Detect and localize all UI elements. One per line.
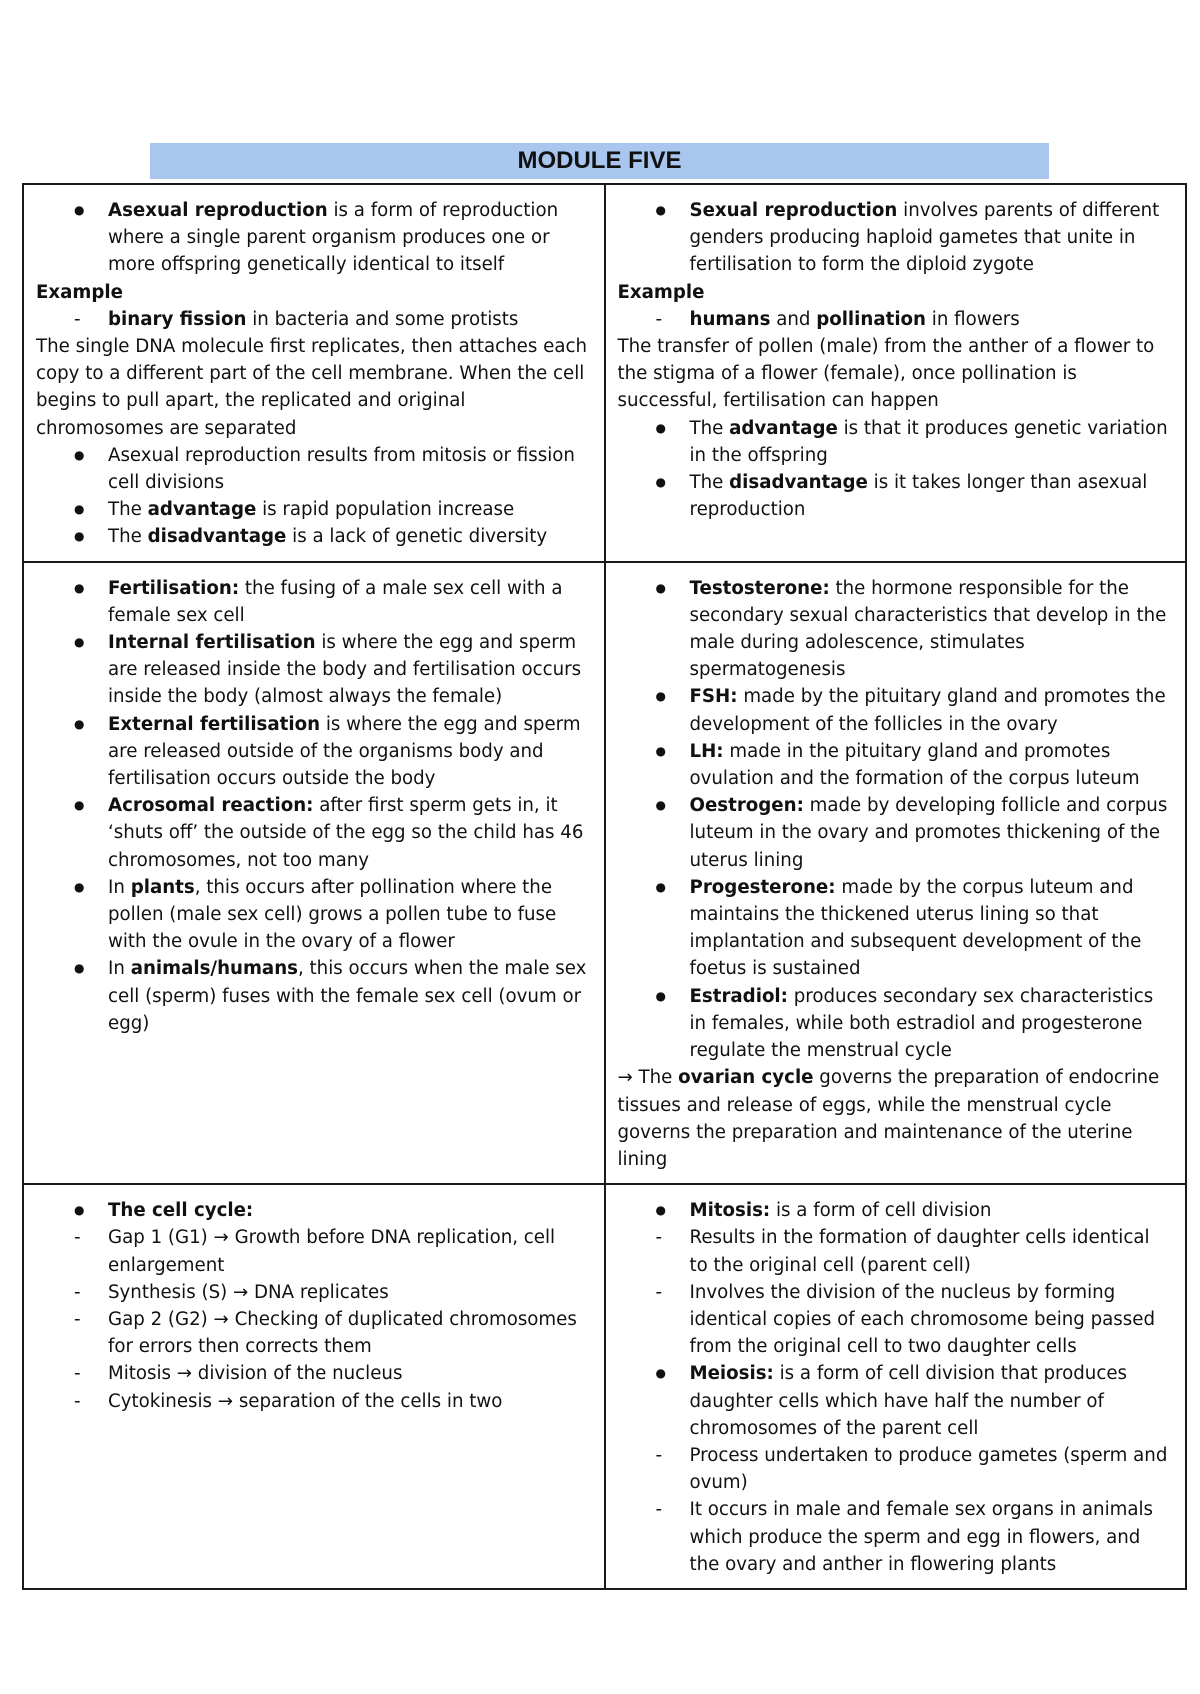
bullet-item (36, 575, 592, 629)
bold-text: plants (130, 876, 195, 898)
dash-item (36, 1360, 592, 1387)
text: is a form of cell division (770, 1200, 992, 1222)
bold-text: Testosterone: (689, 577, 830, 599)
text: after first sperm gets in, it ‘shuts off’ the outside of the egg so the child has 46 chromosomes, not too many (108, 795, 584, 871)
text: Cytokinesis → separation of the cells in two (108, 1390, 503, 1412)
table-row (23, 562, 1186, 1184)
bold-text: ovarian cycle (678, 1067, 814, 1089)
bold-text: Asexual reproduction (108, 200, 328, 221)
dash-item (618, 1442, 1174, 1496)
text: and (770, 308, 817, 330)
table-cell (605, 1184, 1187, 1589)
text: is a form of reproduction where a single parent organism produces one or more offspring genetically identical to itself (108, 200, 559, 276)
bold-text: pollination (816, 308, 926, 330)
bullet-item (36, 955, 592, 1037)
bold-text: Internal fertilisation (108, 632, 316, 654)
bullet-item (36, 874, 592, 956)
text: Results in the formation of daughter cells identical to the original cell (parent cell) (689, 1227, 1150, 1276)
bold-text: FSH: (689, 686, 738, 708)
bullet-item (36, 442, 592, 496)
text: Gap 1 (G1) → Growth before DNA replication, cell enlargement (108, 1227, 556, 1276)
bold-text: advantage (147, 499, 257, 521)
dash-item (36, 1279, 592, 1306)
text: Mitosis → division of the nucleus (108, 1363, 403, 1385)
text: Asexual reproduction results from mitosis or fission cell divisions (108, 444, 575, 494)
text: involves parents of different genders producing haploid gametes that unite in fertilisation to form the diploid zygote (689, 200, 1160, 276)
text: is a form of cell division that produces daughter cells which have half the number of chromosomes of the parent cell (689, 1363, 1128, 1439)
paragraph (36, 279, 592, 306)
text: is where the egg and sperm are released outside of the organisms body and fertilisation occurs outside the body (108, 713, 581, 790)
text: is where the egg and sperm are released inside the body and fertilisation occurs inside the body (almost always the female) (108, 632, 582, 708)
text: the hormone responsible for the secondary sexual characteristics that develop in the male during adolescence, stimulates spermatogenesis (689, 577, 1167, 681)
table-cell (23, 1184, 605, 1589)
bold-text: binary fission (108, 308, 247, 330)
paragraph (618, 279, 1174, 306)
text: The transfer of pollen (male) from the anther of a flower to the stigma of a flower (female), once pollination is successful, fertilisation can happen (617, 336, 1155, 412)
bullet-item (618, 983, 1174, 1065)
bullet-item (618, 197, 1174, 279)
table-cell (23, 184, 605, 562)
text: is that it produces genetic variation in the offspring (689, 417, 1168, 466)
bold-text: LH: (689, 740, 724, 762)
bullet-item (618, 415, 1174, 469)
text: made by developing follicle and corpus luteum in the ovary and promotes thickening of the uterus lining (689, 795, 1168, 871)
dash-item (36, 1388, 592, 1415)
paragraph (618, 333, 1174, 415)
dash-item (618, 1224, 1174, 1278)
paragraph (618, 1064, 1174, 1173)
text: Process undertaken to produce gametes (sperm and ovum) (689, 1444, 1168, 1494)
text: The (689, 472, 730, 494)
text: In (108, 876, 131, 898)
bullet-item (618, 874, 1174, 983)
bold-text: Estradiol: (689, 985, 788, 1007)
text: The (689, 417, 730, 439)
text: Gap 2 (G2) → Checking of duplicated chromosomes for errors then corrects them (108, 1308, 577, 1358)
dash-item (618, 1279, 1174, 1361)
text: is it takes longer than asexual reproduction (689, 472, 1148, 521)
bullet-item (618, 1360, 1174, 1442)
bold-text: The cell cycle: (108, 1200, 254, 1222)
dash-item (36, 1224, 592, 1278)
text: The (108, 499, 148, 521)
bold-text: Mitosis: (689, 1200, 771, 1222)
bold-text: Fertilisation: (108, 577, 240, 599)
text: The (108, 526, 148, 548)
bullet-item (618, 738, 1174, 792)
bullet-item (618, 1197, 1174, 1224)
text: is a lack of genetic diversity (286, 526, 548, 548)
text: made in the pituitary gland and promotes ovulation and the formation of the corpus luteum (689, 740, 1140, 790)
module-title-banner (150, 143, 1049, 179)
table-row (23, 1184, 1186, 1589)
text: , this occurs after pollination where the pollen (male sex cell) grows a pollen tube to fuse with the ovule in the ovary of a flower (108, 876, 557, 953)
dash-item (36, 306, 592, 333)
bullet-item (618, 575, 1174, 684)
text: in bacteria and some protists (246, 308, 519, 330)
text: In (108, 958, 131, 980)
bullet-item (36, 496, 592, 523)
text: made by the pituitary gland and promotes the development of the follicles in the ovary (689, 686, 1166, 735)
text: Synthesis (S) → DNA replicates (108, 1281, 389, 1303)
bold-text: Progesterone: (689, 876, 836, 898)
bold-text: Example (36, 281, 123, 303)
text: Involves the division of the nucleus by forming identical copies of each chromosome being passed from the original cell to two daughter cells (689, 1281, 1155, 1358)
bold-text: disadvantage (729, 472, 868, 494)
bold-text: External fertilisation (108, 713, 321, 735)
bullet-item (36, 197, 592, 279)
bullet-item (618, 792, 1174, 874)
bullet-item (36, 792, 592, 874)
table-cell (23, 562, 605, 1184)
bold-text: Oestrogen: (689, 795, 804, 817)
bold-text: advantage (729, 417, 838, 439)
text: governs the preparation of endocrine tissues and release of eggs, while the menstrual cycle governs the preparation and maintenance of the uterine lining (617, 1067, 1160, 1170)
text: in flowers (926, 308, 1020, 330)
text: produces secondary sex characteristics in females, while both estradiol and progesterone regulate the menstrual cycle (689, 985, 1154, 1062)
table-cell (605, 562, 1187, 1184)
bullet-item (618, 683, 1174, 737)
bold-text: Meiosis: (689, 1363, 774, 1385)
notes-table (22, 183, 1187, 1590)
text: is rapid population increase (256, 499, 515, 521)
bold-text: Example (617, 281, 705, 303)
module-title: MODULE FIVE (517, 147, 682, 174)
text: made by the corpus luteum and maintains the thickened uterus lining so that implantation and subsequent development of the foetus is sustained (689, 876, 1142, 980)
text: , this occurs when the male sex cell (sperm) fuses with the female sex cell (ovum or egg) (108, 958, 587, 1034)
text: → The (617, 1067, 679, 1089)
table-cell (605, 184, 1187, 562)
bullet-item (36, 711, 592, 793)
table-row (23, 184, 1186, 562)
bullet-item (618, 469, 1174, 523)
paragraph (36, 333, 592, 442)
bold-text: animals/humans (130, 958, 298, 980)
bold-text: disadvantage (147, 526, 287, 548)
dash-item (36, 1306, 592, 1360)
text: the fusing of a male sex cell with a female sex cell (108, 577, 563, 626)
bold-text: Sexual reproduction (689, 200, 898, 221)
bullet-item (36, 523, 592, 550)
text: It occurs in male and female sex organs in animals which produce the sperm and egg in flowers, and the ovary and anther in flowering plants (689, 1499, 1154, 1575)
bold-text: Acrosomal reaction: (108, 795, 314, 817)
dash-item (618, 306, 1174, 333)
bullet-item (36, 1197, 592, 1224)
bold-text: humans (689, 308, 771, 330)
dash-item (618, 1496, 1174, 1578)
bullet-item (36, 629, 592, 711)
text: The single DNA molecule first replicates, then attaches each copy to a different part of the cell membrane. When the cell begins to pull apart, the replicated and original chromosomes are separated (36, 336, 587, 439)
